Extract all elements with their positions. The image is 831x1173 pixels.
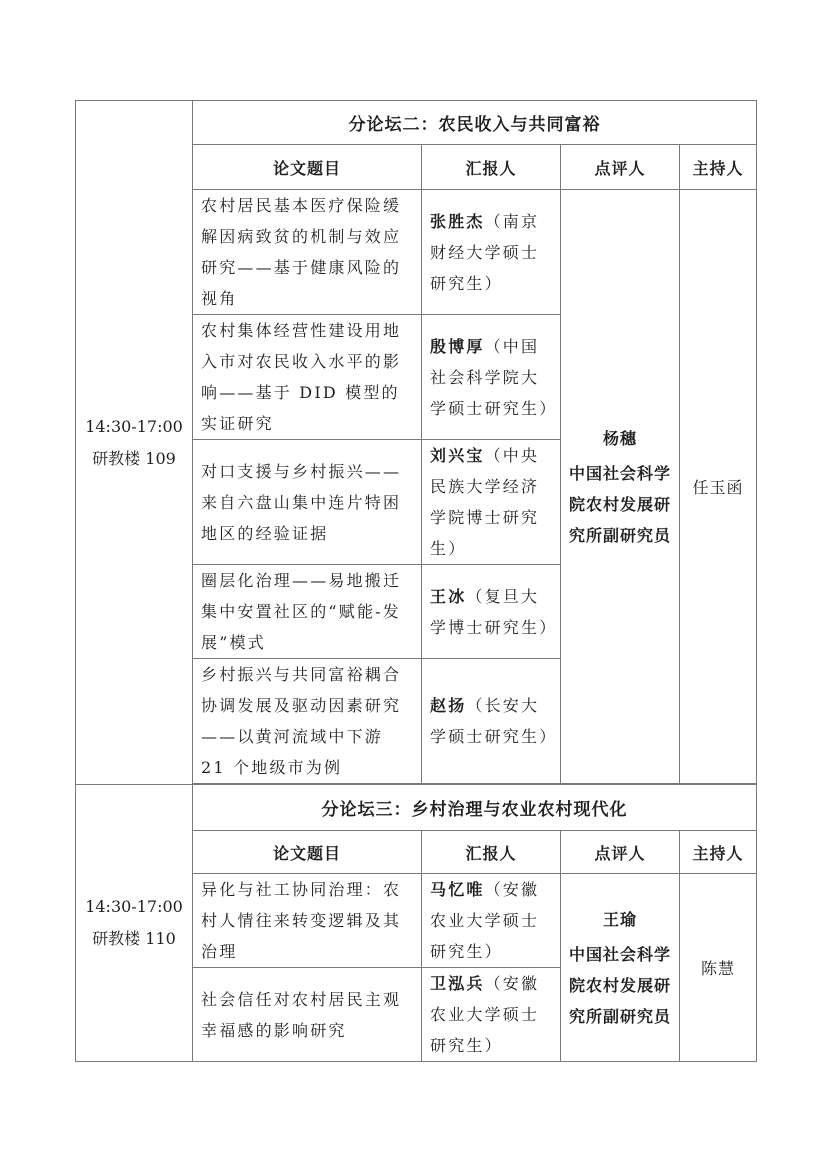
forum-title-row <box>76 785 757 831</box>
session-time-room <box>76 101 193 785</box>
session-time-room <box>76 785 193 1062</box>
paper-title: 农村集体经营性建设用地入市对农民收入水平的影响——基于 DID 模型的实证研究 <box>193 315 422 440</box>
forum-title-row <box>76 101 757 145</box>
reporter-affiliation: （安徽农业大学硕士研究生） <box>430 880 540 961</box>
session-time: 14:30-17:00 <box>85 416 183 436</box>
reporter <box>422 440 561 565</box>
session-room: 研教楼 110 <box>92 929 176 948</box>
reporter-affiliation: （南京财经大学硕士研究生） <box>430 211 540 293</box>
reporter <box>422 315 561 440</box>
host: 任玉函 <box>680 190 757 784</box>
paper-title: 农村居民基本医疗保险缓解因病致贫的机制与效应研究——基于健康风险的视角 <box>193 190 422 315</box>
reviewer <box>561 874 680 1062</box>
reviewer-title: 中国社会科学院农村发展研究所副研究员 <box>568 944 671 1026</box>
header-reporter: 汇报人 <box>422 145 561 190</box>
reporter <box>422 874 561 968</box>
header-paper-title: 论文题目 <box>193 831 422 874</box>
forum-title: 分论坛二：农民收入与共同富裕 <box>193 101 757 145</box>
reporter-name: 赵扬 <box>430 696 467 715</box>
reporter-name: 王冰 <box>430 586 467 606</box>
reviewer-name: 王瑜 <box>602 909 637 929</box>
header-reviewer: 点评人 <box>561 145 680 190</box>
header-paper-title: 论文题目 <box>193 145 422 190</box>
header-reporter: 汇报人 <box>422 831 561 874</box>
reporter-affiliation: （中央民族大学经济学院博士研究生） <box>430 446 540 558</box>
paper-title: 对口支援与乡村振兴——来自六盘山集中连片特困地区的经验证据 <box>193 440 422 565</box>
header-reviewer: 点评人 <box>561 831 680 874</box>
reviewer-title: 中国社会科学院农村发展研究所副研究员 <box>568 463 671 545</box>
header-host: 主持人 <box>680 145 757 190</box>
reporter-name: 刘兴宝 <box>430 446 485 465</box>
host: 陈慧 <box>680 874 757 1062</box>
reviewer <box>561 190 680 784</box>
session-time: 14:30-17:00 <box>85 897 183 916</box>
reporter <box>422 968 561 1062</box>
reporter-affiliation: （长安大学硕士研究生） <box>430 696 558 746</box>
reporter-name: 卫泓兵 <box>430 974 485 993</box>
reporter-affiliation: （复旦大学博士研究生） <box>430 586 558 637</box>
reporter-affiliation: （中国社会科学院大学硕士研究生） <box>430 336 558 418</box>
reporter-name: 张胜杰 <box>430 211 485 231</box>
paper-title: 乡村振兴与共同富裕耦合协调发展及驱动因素研究——以黄河流域中下游 21 个地级市为例 <box>193 659 422 784</box>
reporter-name: 马忆唯 <box>430 880 485 899</box>
reporter <box>422 190 561 315</box>
reporter <box>422 565 561 659</box>
session-room: 研教楼 109 <box>92 448 176 468</box>
paper-title: 圈层化治理——易地搬迁集中安置社区的“赋能-发展”模式 <box>193 565 422 659</box>
schedule-table <box>75 100 757 1062</box>
paper-title: 异化与社工协同治理：农村人情往来转变逻辑及其治理 <box>193 874 422 968</box>
reporter-name: 殷博厚 <box>430 336 485 356</box>
forum-title: 分论坛三：乡村治理与农业农村现代化 <box>193 785 757 831</box>
header-host: 主持人 <box>680 831 757 874</box>
reviewer-name: 杨穗 <box>602 428 637 448</box>
reporter-affiliation: （安徽农业大学硕士研究生） <box>430 974 540 1055</box>
reporter <box>422 659 561 784</box>
paper-title: 社会信任对农村居民主观幸福感的影响研究 <box>193 968 422 1062</box>
